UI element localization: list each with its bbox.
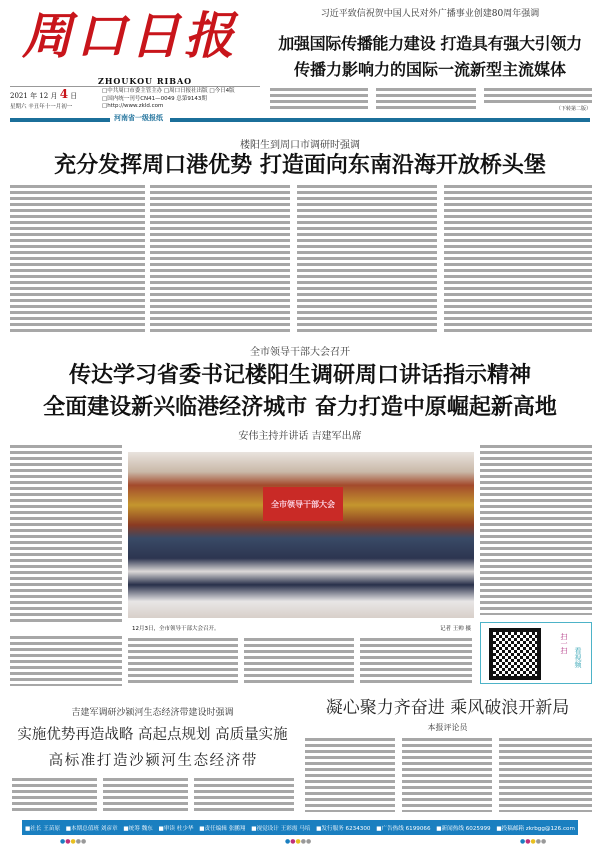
- qr-label: 扫一扫: [560, 633, 568, 654]
- story4-byline: 本报评论员: [427, 723, 468, 732]
- story1-kicker: 楼阳生到周口市调研时强调: [240, 140, 360, 151]
- meeting-photo: [128, 452, 474, 618]
- photo-credit: 记者 王帅 摄: [440, 626, 471, 632]
- weekday-lunar: 星期六 辛丑年十一月初一: [10, 104, 73, 110]
- province-badge: 河南省一级报纸: [114, 114, 163, 122]
- blue-rule: [170, 118, 590, 122]
- publication-number: □国内统一刊号CN41—0049 总第9143期 □http://www.zkld.com: [102, 96, 207, 109]
- qr-code-box[interactable]: [480, 622, 592, 684]
- article-text: [376, 88, 476, 112]
- divider: [10, 86, 260, 87]
- story3-headline: 高 标 准 打 造 沙 颍 河 生 态 经 济 带: [48, 753, 257, 769]
- blue-rule: [10, 118, 110, 122]
- footer-item: ■发行服务 6234300: [316, 825, 371, 832]
- staff-info-bar: [22, 820, 578, 835]
- article-text: [297, 185, 437, 335]
- publisher-info: □中共周口市委主管主办 □周口日报社出版 □今日4版: [102, 88, 235, 94]
- footer-item: ■社长 王苗原: [25, 825, 61, 832]
- footer-item: ■责任编辑 张鹏翔: [199, 825, 246, 832]
- article-text: [150, 185, 290, 335]
- story2-headline: 全面建设新兴临港经济城市 奋力打造中原崛起新高地: [43, 395, 557, 420]
- article-text: [194, 778, 294, 811]
- article-text: [10, 185, 145, 335]
- article-text: [10, 636, 122, 686]
- story2-kicker: 全市领导干部大会召开: [250, 347, 350, 358]
- top-story-headline: 加强国际传播能力建设 打造具有强大引领力: [278, 34, 582, 53]
- story1-headline: 充分发挥周口港优势 打造面向东南沿海开放桥头堡: [54, 153, 546, 178]
- footer-item: ■审读 杜少华: [158, 825, 194, 832]
- registration-dots-icon: ●●●●●: [285, 838, 312, 845]
- article-text: [128, 638, 238, 686]
- story4-headline: 凝心聚力齐奋进 乘风破浪开新局: [325, 698, 570, 718]
- photo-caption: 12月3日，全市领导干部大会召开。: [132, 626, 220, 632]
- footer-item: ■投稿邮箱 zkrbgg@126.com: [496, 825, 575, 832]
- article-text: [10, 445, 122, 625]
- qr-label: 看视频: [574, 647, 582, 668]
- article-text: [484, 88, 592, 106]
- footer-item: ■本期总值班 刘彦章: [65, 825, 118, 832]
- article-text: [244, 638, 354, 686]
- article-text: [402, 738, 492, 812]
- article-text: [12, 778, 97, 811]
- article-text: [499, 738, 592, 812]
- article-text: [444, 185, 592, 335]
- registration-dots-icon: ●●●●●: [60, 838, 87, 845]
- article-text: [305, 738, 395, 812]
- article-text: [360, 638, 472, 686]
- footer-item: ■视觉设计 王彩霞 马培: [251, 825, 311, 832]
- top-story-headline: 传播力影响力的国际一流新型主流媒体: [293, 60, 566, 79]
- continued-note: （下转第二版）: [556, 106, 592, 112]
- story3-headline: 实施优势再造战略 高起点规划 高质量实施: [17, 727, 288, 743]
- footer-item: ■统筹 魏东: [123, 825, 153, 832]
- story2-subhead: 安伟主持并讲话 吉建军出席: [238, 431, 362, 442]
- top-story-kicker: 习近平致信祝贺中国人民对外广播事业创建80周年强调: [320, 9, 540, 19]
- story2-headline: 传达学习省委书记楼阳生调研周口讲话指示精神: [68, 363, 531, 388]
- registration-dots-icon: ●●●●●: [520, 838, 547, 845]
- issue-date: 2021 年 12 月 4 日: [10, 87, 78, 101]
- newspaper-pinyin: ZHOUKOU RIBAO: [98, 76, 193, 86]
- photo-banner: 全市领导干部大会: [263, 487, 343, 521]
- footer-item: ■新闻热线 6025999: [436, 825, 491, 832]
- article-text: [103, 778, 188, 811]
- article-text: [480, 445, 592, 615]
- qr-code[interactable]: [489, 628, 541, 680]
- newspaper-logo: 周口日报: [22, 6, 238, 65]
- article-text: [270, 88, 368, 112]
- story3-kicker: 吉建军调研沙颍河生态经济带建设时强调: [71, 708, 234, 718]
- footer-item: ■广告热线 6199066: [376, 825, 431, 832]
